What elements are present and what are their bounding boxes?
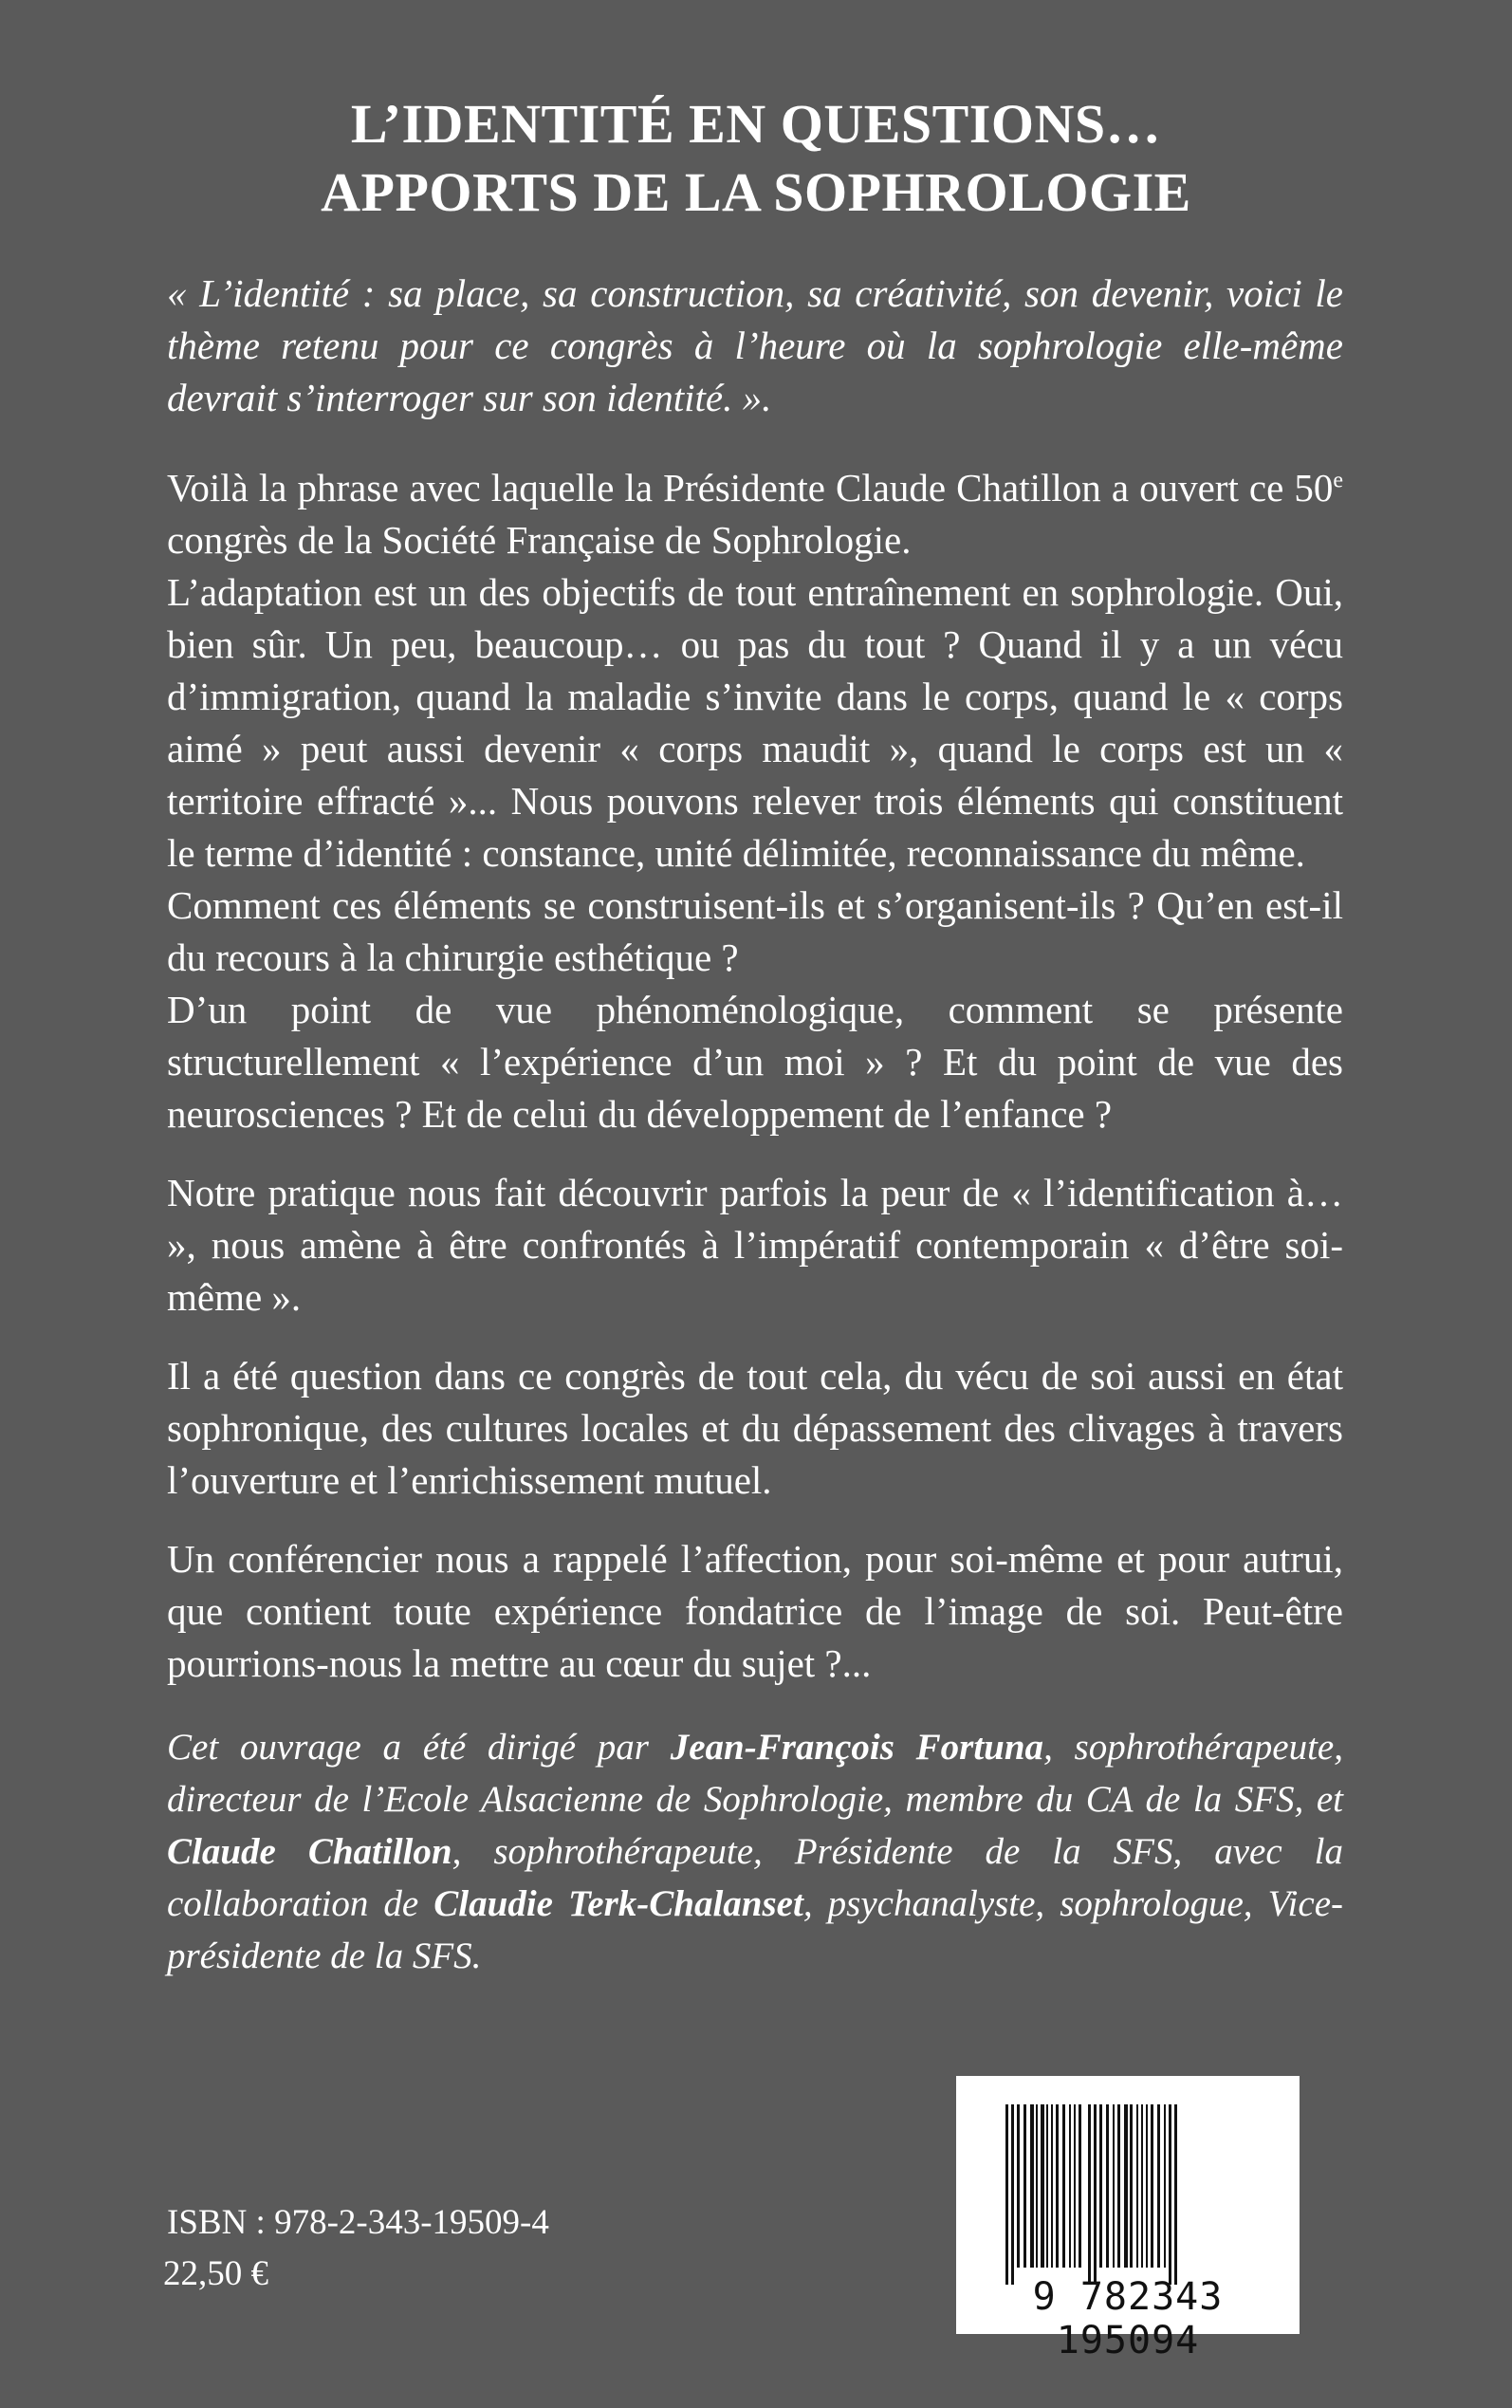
- barcode-bar: [1056, 2104, 1059, 2268]
- barcode-bar: [1151, 2104, 1153, 2268]
- barcode-bar: [1051, 2104, 1053, 2268]
- barcode-bar: [1017, 2104, 1020, 2268]
- book-title: [114, 90, 1398, 227]
- barcode-bar: [1074, 2104, 1076, 2268]
- barcode-bar: [1146, 2104, 1148, 2268]
- credits-text-4: , psychanalyste, sophrologue, Vice-présidente de la SFS.: [167, 1883, 1343, 1976]
- barcode-bar: [1141, 2104, 1143, 2268]
- barcode-bar: [1046, 2104, 1048, 2268]
- barcode-bar: [1157, 2104, 1160, 2268]
- barcode-bar: [1099, 2104, 1102, 2268]
- barcode-bar: [1106, 2104, 1109, 2268]
- barcode-bar: [1164, 2104, 1166, 2268]
- editor-name-1: Jean-François Fortuna: [670, 1727, 1044, 1768]
- paragraph-1: [167, 462, 1343, 566]
- paragraph-4: D’un point de vue phénoménologique, comment se présente structurellement « l’expérience d’un moi » ? Et du point de vue des neurosciences ? Et de celui du développement de l’enfance ?: [167, 988, 1343, 1136]
- credits: [167, 1721, 1343, 1982]
- barcode-bar: [1169, 2104, 1171, 2285]
- paragraph-1-lead: Voilà la phrase avec laquelle la Présidente Claude Chatillon a ouvert ce 50: [167, 466, 1334, 509]
- opening-quote: « L’identité : sa place, sa construction, sa créativité, son devenir, voici le thème retenu pour ce congrès à l’heure où la sophrologie elle-même devrait s’interroger sur son identité. ».: [167, 271, 1343, 419]
- barcode-bar: [1136, 2104, 1138, 2268]
- collaborator-name: Claudie Terk-Chalanset: [433, 1883, 803, 1924]
- barcode-bar: [1113, 2104, 1115, 2268]
- paragraph-5: Notre pratique nous fait découvrir parfois la peur de « l’identification à… », nous amène à être confrontés à l’impératif contemporain « d’être soi-même ».: [167, 1171, 1343, 1319]
- barcode-bar: [1088, 2104, 1091, 2285]
- price: 22,50 €: [163, 2254, 268, 2293]
- ordinal-suffix: e: [1333, 468, 1343, 493]
- barcode-bar: [1130, 2104, 1133, 2268]
- paragraph-1-rest: congrès de la Société Française de Sophrologie.: [167, 518, 912, 562]
- barcode-bar: [1174, 2104, 1177, 2285]
- paragraph-3: Comment ces éléments se construisent-ils et s’organisent-ils ? Qu’en est-il du recours à la chirurgie esthétique ?: [167, 883, 1343, 979]
- barcode: [956, 2076, 1300, 2362]
- credits-text-2: , sophrothérapeute, directeur de l’Ecole Alsacienne de Sophrologie, membre du CA de la SFS, et: [167, 1727, 1343, 1820]
- barcode-bar: [1030, 2104, 1034, 2268]
- barcode-bar: [1079, 2104, 1081, 2268]
- paragraph-2: L’adaptation est un des objectifs de tout entraînement en sophrologie. Oui, bien sûr. Un peu, beaucoup… ou pas du tout ? Quand il y a un vécu d’immigration, quand la maladie s’invite dans le corps, quand le « corps aimé » peut aussi devenir « corps maudit », quand le corps est un « territoire effracté »... Nous pouvons relever trois éléments qui constituent le terme d’identité : constance, unité délimitée, reconnaissance du même.: [167, 570, 1343, 875]
- credits-text-3: , sophrothérapeute, Présidente de la SFS, avec la collaboration de: [167, 1831, 1343, 1924]
- barcode-bar: [1069, 2104, 1071, 2268]
- barcode-bar: [1036, 2104, 1038, 2268]
- barcode-bar: [1005, 2104, 1008, 2285]
- barcode-bar: [1041, 2104, 1044, 2268]
- barcode-bar: [1117, 2104, 1120, 2268]
- title-line-2: APPORTS DE LA SOPHROLOGIE: [321, 161, 1191, 223]
- editor-name-2: Claude Chatillon: [167, 1831, 452, 1872]
- isbn: ISBN : 978-2-343-19509-4: [167, 2203, 549, 2242]
- barcode-bar: [1011, 2104, 1014, 2285]
- paragraph-6: Il a été question dans ce congrès de tout cela, du vécu de soi aussi en état sophronique, des cultures locales et du dépassement des clivages à travers l’ouverture et l’enrichissement mutuel.: [167, 1354, 1343, 1502]
- paragraph-7: Un conférencier nous a rappelé l’affection, pour soi-même et pour autrui, que contient toute expérience fondatrice de l’image de soi. Peut-être pourrions-nous la mettre au cœur du sujet ?...: [167, 1537, 1343, 1685]
- barcode-bar: [1062, 2104, 1065, 2268]
- barcode-bar: [1124, 2104, 1128, 2268]
- barcode-number: 9 782343 195094: [1032, 2275, 1224, 2362]
- title-line-1: L’IDENTITÉ EN QUESTIONS…: [350, 93, 1162, 155]
- credits-text-1: Cet ouvrage a été dirigé par: [167, 1727, 671, 1768]
- blurb: [167, 268, 1343, 1690]
- barcode-bar: [1023, 2104, 1026, 2268]
- barcode-bar: [1094, 2104, 1097, 2285]
